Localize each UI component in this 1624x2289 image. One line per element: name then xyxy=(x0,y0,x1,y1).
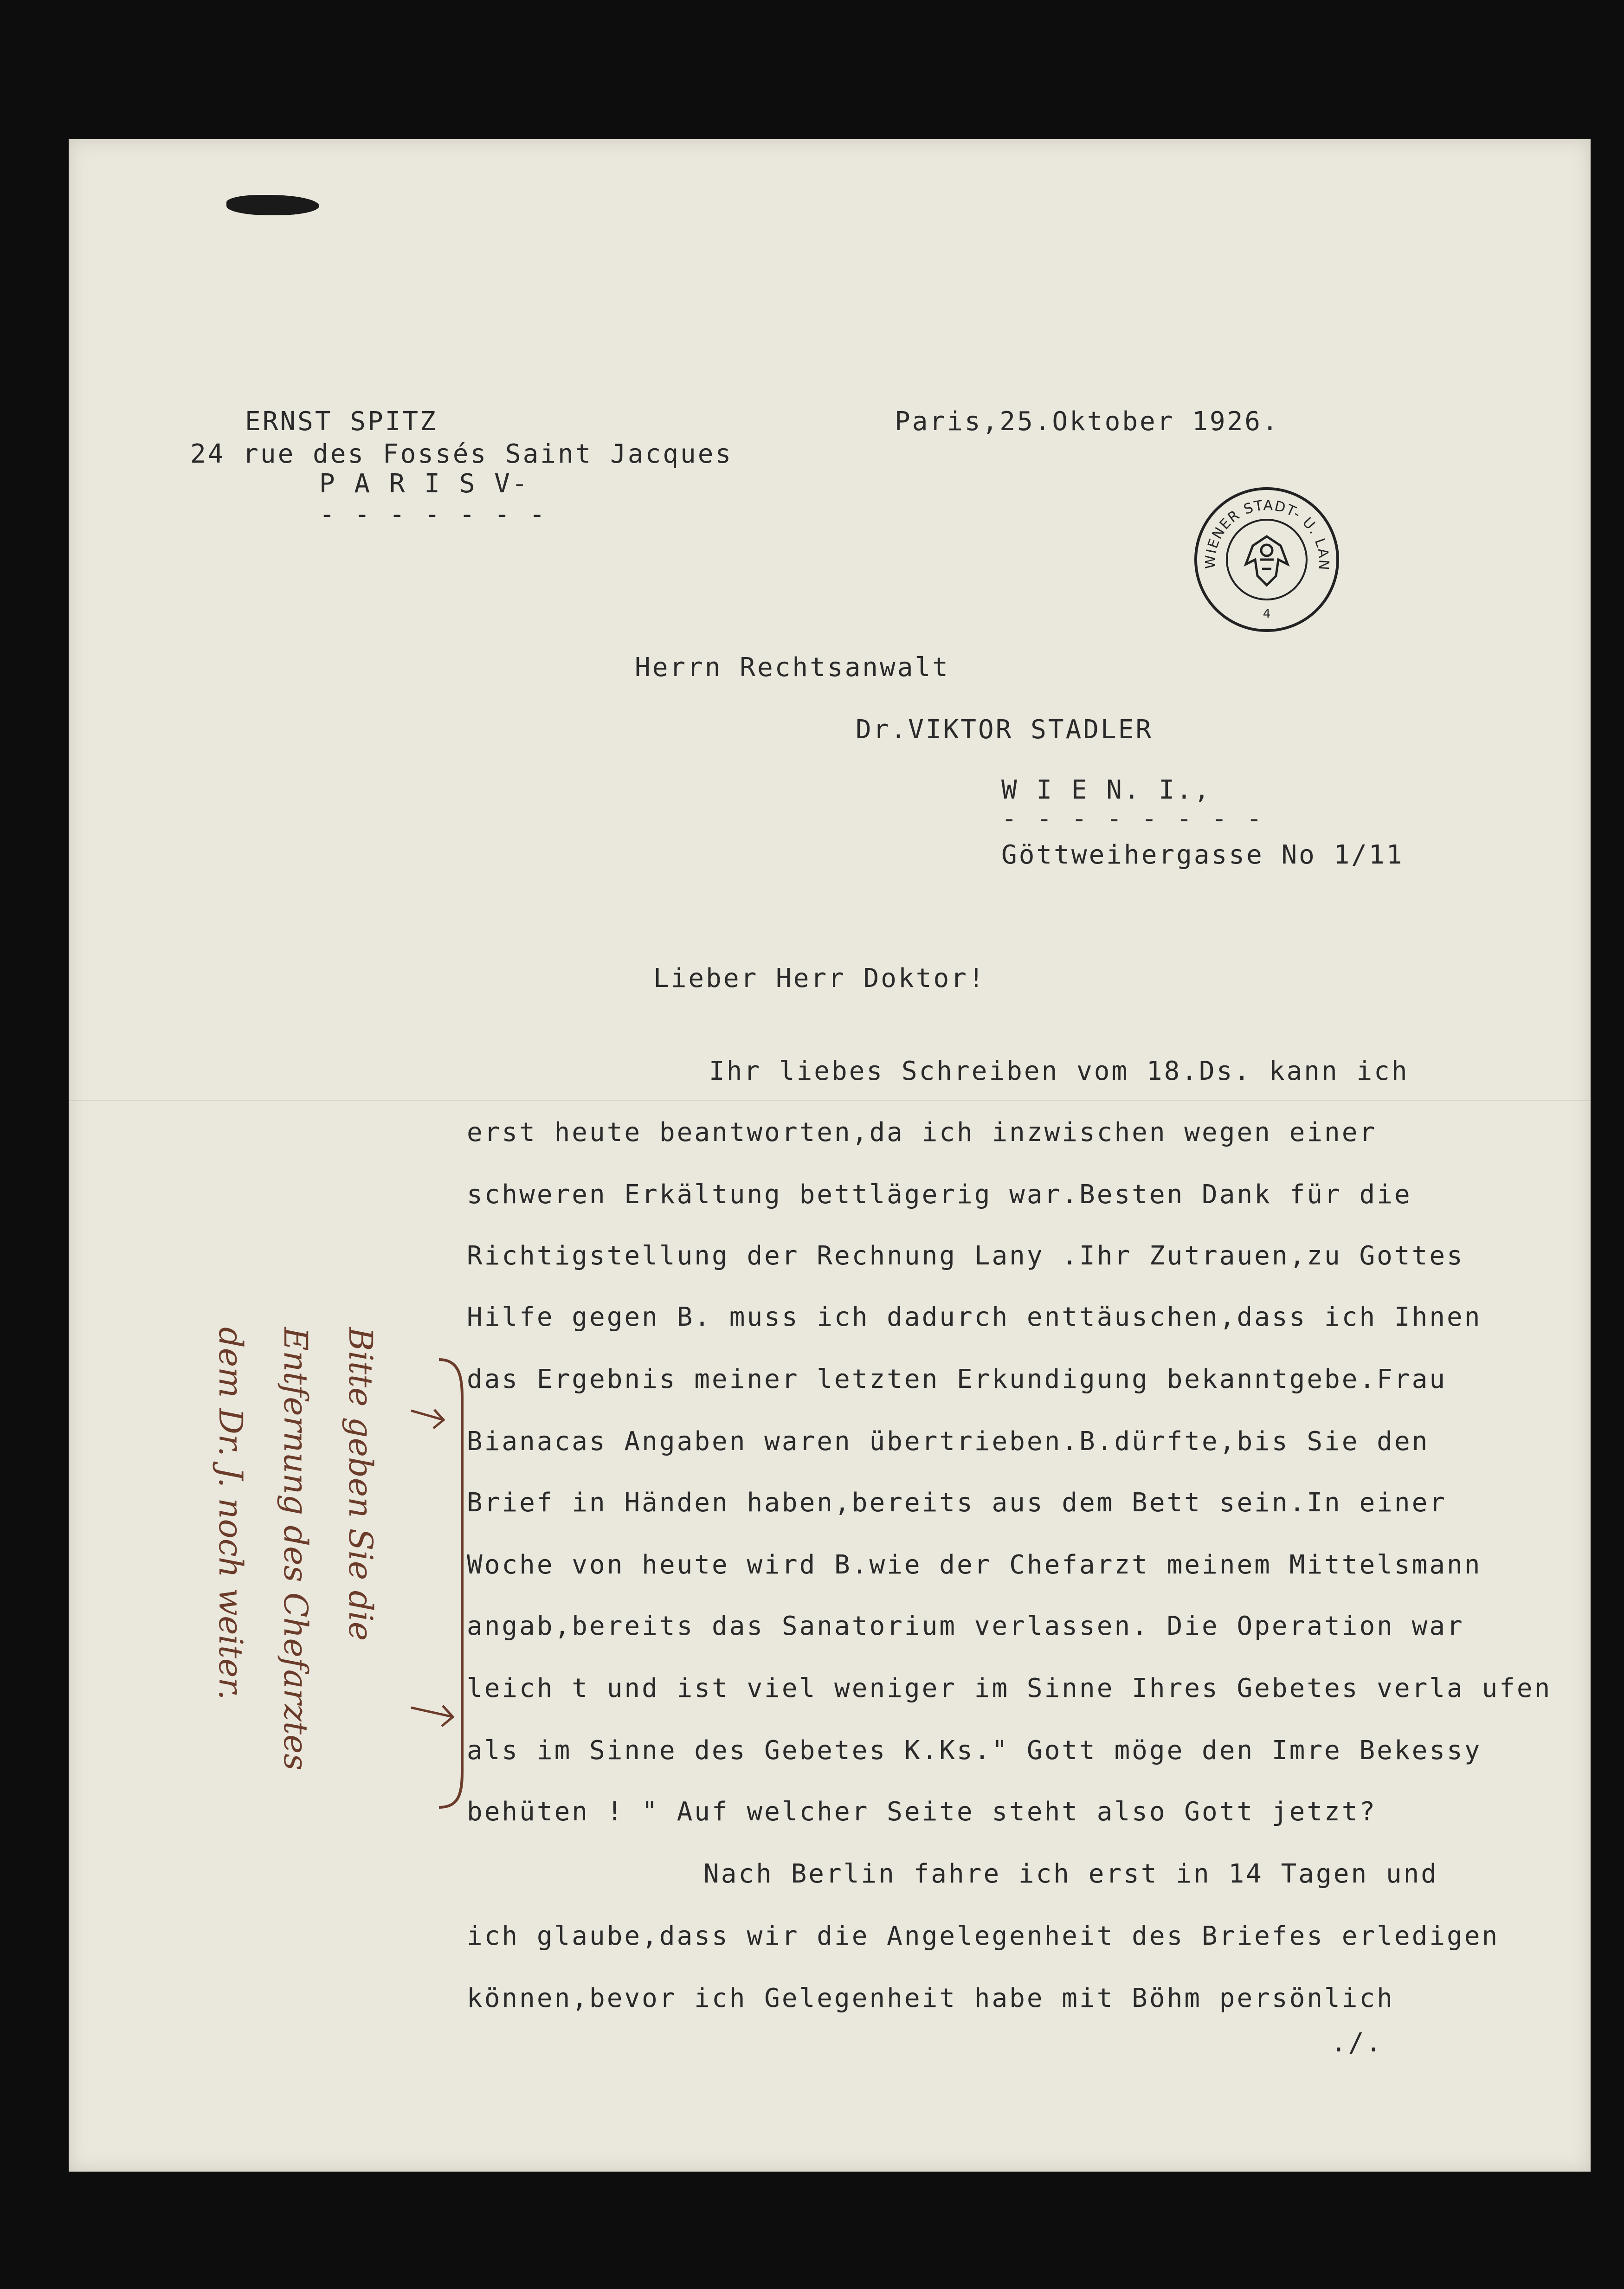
recipient-title: Herrn Rechtsanwalt xyxy=(635,652,950,683)
body-line: erst heute beantworten,da ich inzwischen wegen einer xyxy=(467,1117,1377,1148)
library-stamp xyxy=(1194,487,1339,632)
body-line: Hilfe gegen B. muss ich dadurch enttäuschen,dass ich Ihnen xyxy=(467,1302,1482,1332)
handwritten-note xyxy=(185,1327,380,1977)
arrow-icon xyxy=(411,1410,444,1428)
handwritten-note-line: Entfernung des Chefarztes xyxy=(277,1327,315,1771)
salutation: Lieber Herr Doktor! xyxy=(653,963,986,993)
eagle-emblem-icon xyxy=(1246,536,1288,585)
body-line: als im Sinne des Gebetes K.Ks." Gott möge den Imre Bekessy xyxy=(467,1735,1482,1766)
sender-underline: - - - - - - - xyxy=(319,499,547,529)
body-line: behüten ! " Auf welcher Seite steht also Gott jetzt? xyxy=(467,1797,1377,1827)
recipient-city: W I E N. I., xyxy=(1001,775,1212,805)
sender-street: 24 rue des Fossés Saint Jacques xyxy=(190,439,733,469)
stamp-text: WIENER STADT- U. LAN xyxy=(1202,497,1332,572)
handwritten-note-line: dem Dr. J. noch weiter. xyxy=(212,1327,250,1700)
body-line: Woche von heute wird B.wie der Chefarzt meinem Mittelsmann xyxy=(467,1550,1482,1580)
body-line: können,bevor ich Gelegenheit habe mit Böhm persönlich xyxy=(467,1983,1394,2013)
letter-paper xyxy=(69,139,1591,2172)
arrow-icon xyxy=(411,1706,453,1726)
handwritten-note-line: Bitte geben Sie die xyxy=(342,1327,380,1641)
recipient-underline: - - - - - - - - xyxy=(1001,804,1264,834)
body-line: Brief in Händen haben,bereits aus dem Bett sein.In einer xyxy=(467,1488,1447,1518)
sender-name: ERNST SPITZ xyxy=(245,406,438,437)
continuation-mark: ./. xyxy=(1331,2028,1384,2058)
ink-smudge xyxy=(226,195,319,215)
sender-city: P A R I S V- xyxy=(319,469,529,499)
body-line: Nach Berlin fahre ich erst in 14 Tagen und xyxy=(703,1859,1439,1889)
recipient-name: Dr.VIKTOR STADLER xyxy=(856,715,1154,745)
body-line: Richtigstellung der Rechnung Lany .Ihr Zutrauen,zu Gottes xyxy=(467,1241,1464,1271)
fold-line xyxy=(69,1100,1591,1102)
letter-date: Paris,25.Oktober 1926. xyxy=(895,406,1280,437)
body-line: Bianacas Angaben waren übertrieben.B.dürfte,bis Sie den xyxy=(467,1426,1430,1457)
recipient-street: Göttweihergasse No 1/11 xyxy=(1001,840,1404,870)
body-line: angab,bereits das Sanatorium verlassen. Die Operation war xyxy=(467,1611,1464,1641)
body-line: ich glaube,dass wir die Angelegenheit des Briefes erledigen xyxy=(467,1921,1500,1951)
stamp-number: 4 xyxy=(1263,607,1271,621)
body-line: leich t und ist viel weniger im Sinne Ihres Gebetes verla ufen xyxy=(467,1673,1552,1703)
body-line: Ihr liebes Schreiben vom 18.Ds. kann ich xyxy=(709,1056,1409,1086)
body-line: schweren Erkältung bettlägerig war.Besten Dank für die xyxy=(467,1180,1412,1210)
margin-bracket xyxy=(406,1355,481,1819)
body-line: das Ergebnis meiner letzten Erkundigung bekanntgebe.Frau xyxy=(467,1364,1447,1394)
